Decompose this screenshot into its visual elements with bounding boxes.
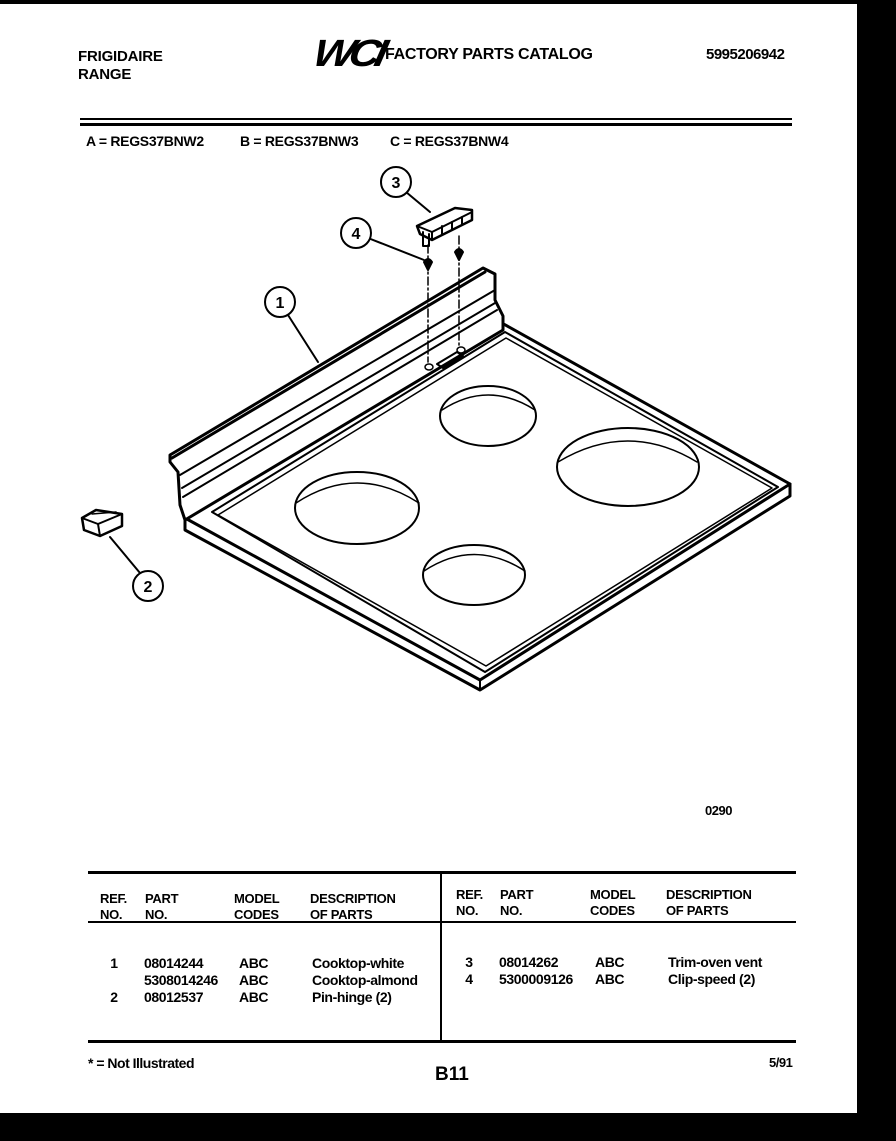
part-number: 08014262 [499, 954, 559, 970]
part-description: Cooktop-almond [312, 972, 418, 988]
catalog-title: FACTORY PARTS CATALOG [385, 46, 593, 63]
header-model-codes-right: MODEL CODES [590, 887, 636, 918]
header-description: DESCRIPTION OF PARTS [310, 891, 396, 922]
callout-3: 3 [391, 175, 401, 192]
table-bottom-rule [88, 1040, 796, 1043]
part-number: 08012537 [144, 989, 204, 1005]
part-description: Clip-speed (2) [668, 971, 755, 987]
model-codes: ABC [239, 972, 269, 988]
model-a: A = REGS37BNW2 [86, 133, 204, 149]
callout-2: 2 [143, 579, 153, 596]
drawing-code: 0290 [705, 803, 732, 818]
ref-number: 4 [465, 971, 473, 987]
part-description: Cooktop-white [312, 955, 405, 971]
brand-name: FRIGIDAIRE [78, 48, 163, 65]
catalog-number: 5995206942 [706, 46, 785, 63]
ref-number: 2 [110, 989, 118, 1005]
ref-number: 3 [465, 954, 473, 970]
header-description-right: DESCRIPTION OF PARTS [666, 887, 752, 918]
model-codes: ABC [595, 971, 625, 987]
table-column-divider [440, 872, 442, 1042]
page-code: B11 [435, 1064, 469, 1085]
header-part-no: PART NO. [145, 891, 179, 922]
model-codes: ABC [595, 954, 625, 970]
header-part-no-right: PART NO. [500, 887, 534, 918]
product-type: RANGE [78, 66, 132, 83]
part-number: 5308014246 [144, 972, 218, 988]
header-ref-no: REF. NO. [100, 891, 127, 922]
model-c: C = REGS37BNW4 [390, 133, 509, 149]
part-description: Trim-oven vent [668, 954, 762, 970]
table-top-rule [88, 871, 796, 874]
header-model-codes: MODEL CODES [234, 891, 280, 922]
model-codes: ABC [239, 955, 269, 971]
model-codes: ABC [239, 989, 269, 1005]
callout-4: 4 [351, 226, 361, 243]
ref-number: 1 [110, 955, 118, 971]
model-b: B = REGS37BNW3 [240, 133, 359, 149]
table-header-rule [88, 921, 796, 923]
revision-date: 5/91 [769, 1055, 793, 1070]
part-number: 08014244 [144, 955, 204, 971]
not-illustrated-note: * = Not Illustrated [88, 1055, 195, 1071]
part-number: 5300009126 [499, 971, 573, 987]
callout-1: 1 [275, 295, 285, 312]
part-description: Pin-hinge (2) [312, 989, 392, 1005]
wci-logo: WCI [309, 33, 386, 75]
header-ref-no-right: REF. NO. [456, 887, 483, 918]
